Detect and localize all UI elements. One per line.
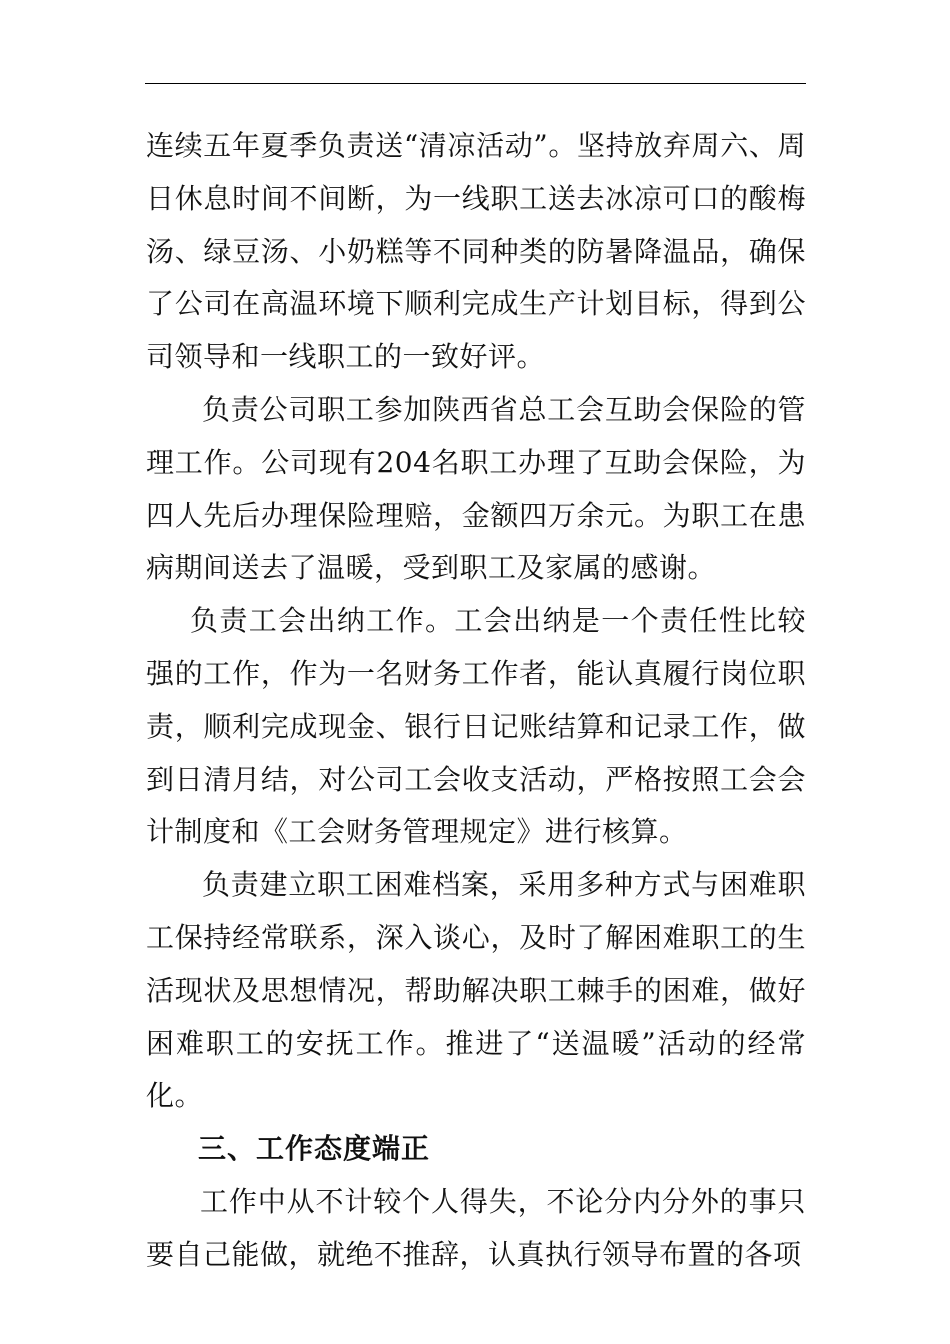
document-body bbox=[146, 120, 806, 1282]
section-heading-work-attitude: 三、工作态度端正 bbox=[198, 1132, 431, 1166]
paragraph-mutual-insurance: 负责公司职工参加陕西省总工会互助会保险的管理工作。公司现有204名职工办理了互助会保险，为四人先后办理保险理赔，金额四万余元。为职工在患病期间送去了温暖，受到职工及家属的感谢。 bbox=[146, 392, 806, 585]
paragraph-hardship-records: 负责建立职工困难档案，采用多种方式与困难职工保持经常联系，深入谈心，及时了解困难职工的生活现状及思想情况，帮助解决职工棘手的困难，做好困难职工的安抚工作。推进了“送温暖”活动的经常化。 bbox=[146, 868, 806, 1113]
paragraph-union-cashier: 负责工会出纳工作。工会出纳是一个责任性比较强的工作，作为一名财务工作者，能认真履行岗位职责，顺利完成现金、银行日记账结算和记录工作，做到日清月结，对公司工会收支活动，严格按照工会会计制度和《工会财务管理规定》进行核算。 bbox=[146, 604, 806, 849]
paragraph-work-attitude: 工作中从不计较个人得失，不论分内分外的事只要自己能做，就绝不推辞，认真执行领导布置的各项 bbox=[146, 1184, 806, 1271]
header-rule bbox=[145, 83, 806, 84]
paragraph-summer-cooling: 连续五年夏季负责送“清凉活动”。坚持放弃周六、周日休息时间不间断，为一线职工送去冰凉可口的酸梅汤、绿豆汤、小奶糕等不同种类的防暑降温品，确保了公司在高温环境下顺利完成生产计划目标，得到公司领导和一线职工的一致好评。 bbox=[146, 129, 806, 374]
